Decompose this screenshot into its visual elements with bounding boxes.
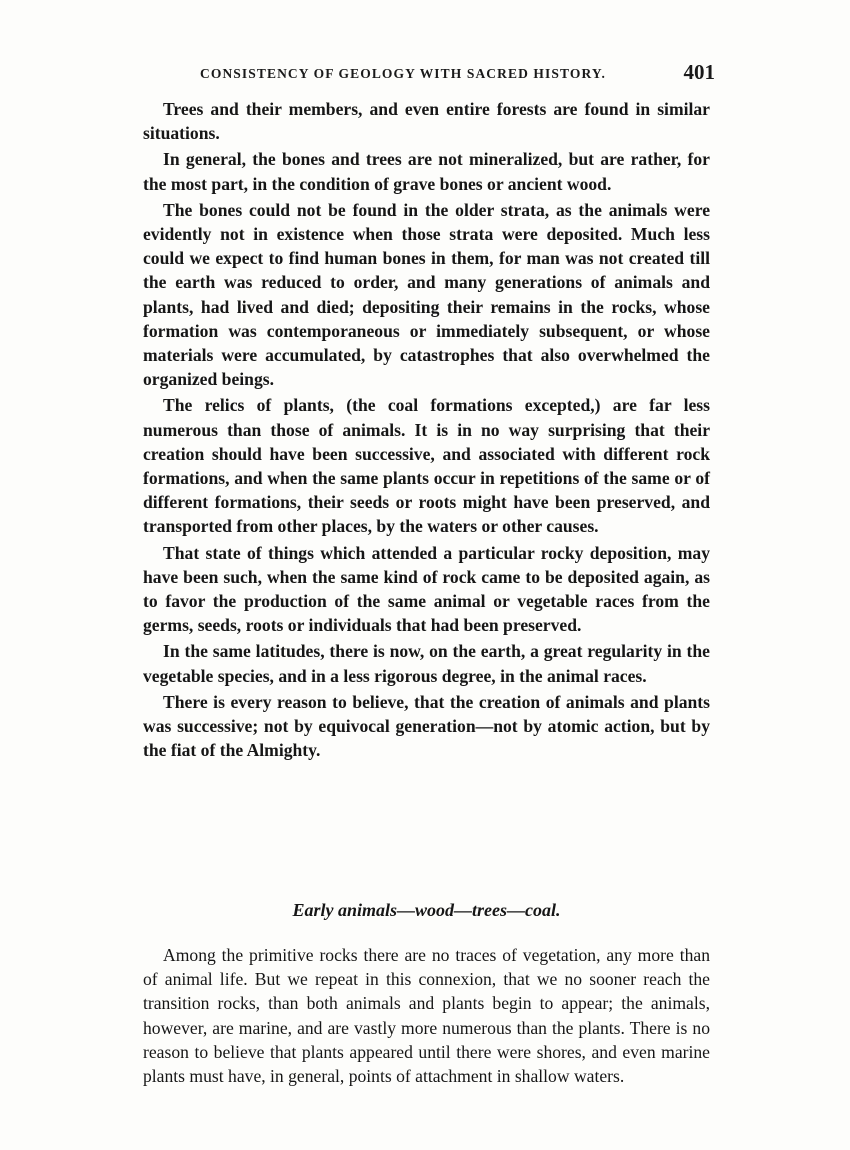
section: [143, 900, 710, 1088]
paragraph: Trees and their members, and even entire forests are found in similar situations.: [143, 99, 710, 144]
body-text: [143, 97, 710, 764]
section-paragraph: Among the primitive rocks there are no traces of vegetation, any more than of animal life. But we repeat in this connexion, that we no sooner reach the transition rocks, than both animals and plants begin to appear; the animals, however, are marine, and are vastly more numerous than the plants. There is no reason to believe that plants appeared until there were shores, and even marine plants must have, in general, points of attachment in shallow waters.: [143, 945, 710, 1087]
paragraph: The relics of plants, (the coal formations excepted,) are far less numerous than those of animals. It is in no way surprising that their creation should have been successive, and associated with different rock formations, and when the same plants occur in repetitions of the same or of different formations, their seeds or roots might have been preserved, and transported from other places, by the waters or other causes.: [143, 395, 710, 537]
page-number: 401: [683, 60, 715, 84]
paragraph: There is every reason to believe, that the creation of animals and plants was successive; not by equivocal generation—not by atomic action, but by the fiat of the Almighty.: [143, 691, 710, 761]
paragraph: The bones could not be found in the older strata, as the animals were evidently not in existence when those strata were deposited. Much less could we expect to find human bones in them, for man was not created till the earth was reduced to order, and many generations of animals and plants, had lived and died; depositing their remains in the rocks, whose formation was contemporaneous or immediately subsequent, or whose materials were accumulated, by catastrophes that also overwhelmed the organized beings.: [143, 199, 710, 390]
running-header: [200, 60, 715, 92]
running-title: CONSISTENCY OF GEOLOGY WITH SACRED HISTORY.: [200, 66, 606, 81]
section-heading: Early animals—wood—trees—coal.: [292, 900, 561, 920]
paragraph: In the same latitudes, there is now, on the earth, a great regularity in the vegetable species, and in a less rigorous degree, in the animal races.: [143, 641, 710, 686]
paragraph: In general, the bones and trees are not mineralized, but are rather, for the most part, in the condition of grave bones or ancient wood.: [143, 149, 710, 194]
paragraph: That state of things which attended a particular rocky deposition, may have been such, when the same kind of rock came to be deposited again, as to favor the production of the same animal or vegetable races from the germs, seeds, roots or individuals that had been preserved.: [143, 542, 710, 636]
